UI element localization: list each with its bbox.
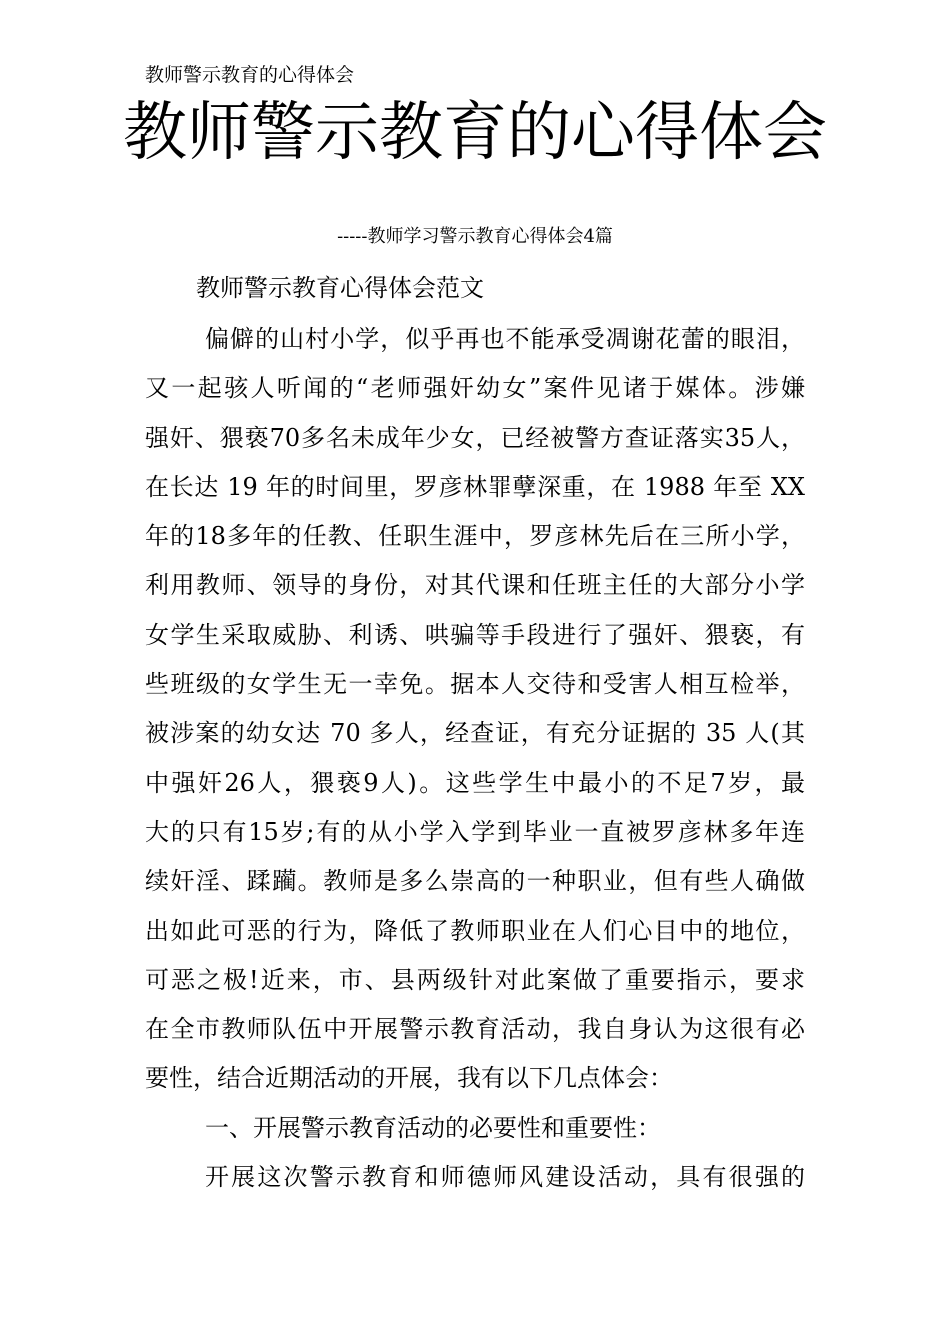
body-line: 利用教师、领导的身份，对其代课和任班主任的大部分小学	[145, 571, 805, 600]
body-line: 要性，结合近期活动的开展，我有以下几点体会：	[145, 1064, 673, 1093]
body-line: 又一起骇人听闻的“老师强奸幼女”案件见诸于媒体。涉嫌	[145, 374, 805, 403]
body-line: 偏僻的山村小学，似乎再也不能承受凋谢花蕾的眼泪，	[205, 325, 805, 353]
body-line: 可恶之极!近来，市、县两级针对此案做了重要指示，要求	[145, 965, 805, 994]
document-subtitle: -----教师学习警示教育心得体会4篇	[337, 226, 613, 247]
body-line: 些班级的女学生无一幸免。据本人交待和受害人相互检举，	[145, 670, 805, 699]
body-line: 被涉案的幼女达 70 多人，经查证，有充分证据的 35 人(其	[145, 719, 805, 748]
subsection-heading: 一、开展警示教育活动的必要性和重要性：	[205, 1113, 661, 1142]
body-line: 在长达 19 年的时间里，罗彦林罪孽深重，在 1988 年至 XX	[145, 472, 805, 501]
body-line: 出如此可恶的行为，降低了教师职业在人们心目中的地位，	[145, 916, 805, 945]
body-line: 年的18多年的任教、任职生涯中，罗彦林先后在三所小学，	[145, 522, 805, 551]
section-title: 教师警示教育心得体会范文	[196, 274, 484, 302]
body-line: 续奸淫、蹂躏。教师是多么崇高的一种职业，但有些人确做	[145, 867, 805, 896]
running-header: 教师警示教育的心得体会	[145, 64, 355, 86]
body-line: 女学生采取威胁、利诱、哄骗等手段进行了强奸、猥亵，有	[145, 620, 805, 649]
body-line: 中强奸26人，猥亵9人)。这些学生中最小的不足7岁，最	[145, 768, 805, 797]
document-title: 教师警示教育的心得体会	[123, 96, 827, 170]
body-line: 开展这次警示教育和师德师风建设活动，具有很强的	[205, 1163, 805, 1192]
body-line: 在全市教师队伍中开展警示教育活动，我自身认为这很有必	[145, 1015, 805, 1044]
body-text	[145, 315, 805, 1202]
body-line: 大的只有15岁;有的从小学入学到毕业一直被罗彦林多年连	[145, 817, 805, 846]
body-line: 强奸、猥亵70多名未成年少女，已经被警方查证落实35人，	[145, 423, 805, 452]
